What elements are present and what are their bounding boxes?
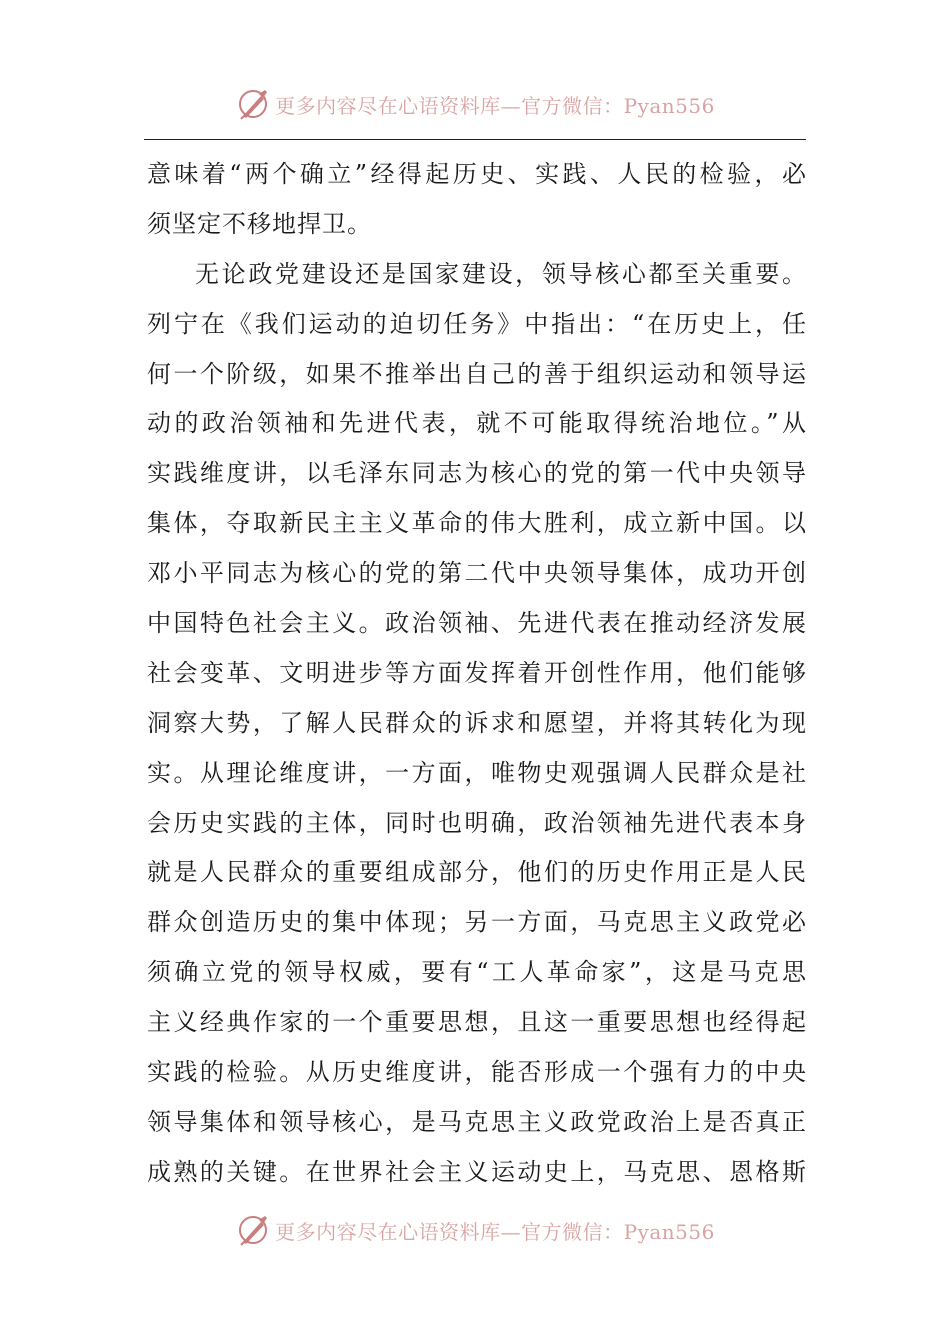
body-line: 意味着“两个确立”经得起历史、实践、人民的检验，必: [147, 160, 807, 188]
header-banner: [0, 84, 950, 124]
body-line: 群众创造历史的集中体现；另一方面，马克思主义政党必: [147, 908, 807, 937]
body-line: 洞察大势，了解人民群众的诉求和愿望，并将其转化为现: [147, 708, 807, 737]
footer-banner-text: 更多内容尽在心语资料库—官方微信：Pyan556: [275, 1219, 715, 1244]
document-body: [147, 150, 807, 1198]
body-line: 列宁在《我们运动的迫切任务》中指出：“在历史上，任: [147, 309, 807, 338]
pen-logo-icon: [235, 1212, 271, 1248]
body-line: 主义经典作家的一个重要思想，且这一重要思想也经得起: [147, 1008, 807, 1037]
body-line: 成熟的关键。在世界社会主义运动史上，马克思、恩格斯: [147, 1157, 807, 1186]
header-divider: [144, 139, 806, 140]
body-line: 实。从理论维度讲，一方面，唯物史观强调人民群众是社: [147, 758, 807, 787]
body-line: 何一个阶级，如果不推举出自己的善于组织运动和领导运: [147, 359, 807, 388]
footer-banner: [0, 1210, 950, 1250]
body-line: 就是人民群众的重要组成部分，他们的历史作用正是人民: [147, 858, 807, 887]
pen-logo-icon: [235, 86, 271, 122]
header-banner-text: 更多内容尽在心语资料库—官方微信：Pyan556: [275, 93, 715, 118]
body-line: 集体，夺取新民主主义革命的伟大胜利，成立新中国。以: [147, 509, 807, 538]
body-line: 邓小平同志为核心的党的第二代中央领导集体，成功开创: [147, 559, 807, 588]
body-line: 动的政治领袖和先进代表，就不可能取得统治地位。”从: [147, 409, 807, 438]
body-line: 实践的检验。从历史维度讲，能否形成一个强有力的中央: [147, 1058, 807, 1087]
body-line: 须确立党的领导权威，要有“工人革命家”，这是马克思: [147, 958, 807, 987]
body-line: 社会变革、文明进步等方面发挥着开创性作用，他们能够: [147, 658, 807, 687]
body-line: 实践维度讲，以毛泽东同志为核心的党的第一代中央领导: [147, 459, 807, 488]
body-line: 领导集体和领导核心，是马克思主义政党政治上是否真正: [147, 1107, 807, 1136]
body-line: 须坚定不移地捍卫。: [147, 209, 372, 238]
body-line: 会历史实践的主体，同时也明确，政治领袖先进代表本身: [147, 808, 807, 837]
body-line: 无论政党建设还是国家建设，领导核心都至关重要。: [195, 259, 807, 288]
body-line: 中国特色社会主义。政治领袖、先进代表在推动经济发展: [147, 609, 807, 638]
